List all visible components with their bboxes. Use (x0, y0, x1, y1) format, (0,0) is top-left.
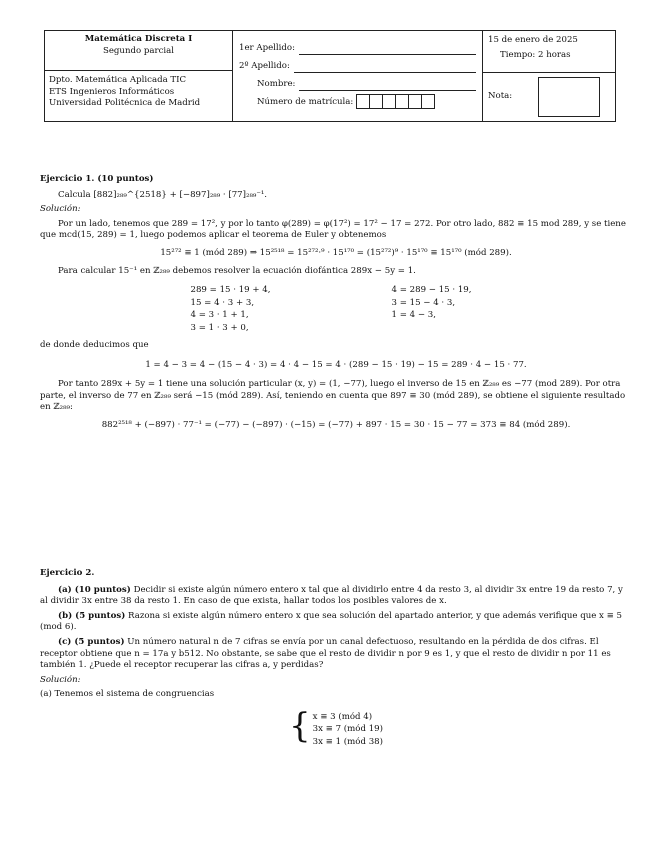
euclid-line: 4 = 3 · 1 + 1, (190, 310, 249, 321)
exam-date: 15 de enero de 2025 (488, 35, 578, 45)
id-boxes[interactable] (357, 94, 435, 109)
surname2-label: 2º Apellido: (239, 61, 290, 72)
ej1-statement: Calcula [882]₂₈₉^{2518} + [−897]₂₈₉ · [77]₂₈₉⁻¹. (58, 189, 268, 200)
exam-type: Segundo parcial (102, 45, 175, 56)
ej1-para-3: de donde deducimos que (40, 339, 149, 350)
euclid-divisions (191, 284, 271, 334)
ej1-solution-label: Solución: (40, 204, 81, 215)
exam-header (44, 30, 616, 122)
exam-time: Tiempo: 2 horas (500, 49, 571, 60)
grade-box (538, 77, 600, 117)
ej1-equation-3: 882²⁵¹⁸ + (−897) · 77⁻¹ = (−77) − (−897) · (−15) = (−77) + 897 · 15 = 30 · 15 − 77 = 373 ≡ 84 (mód 289). (101, 419, 571, 430)
university: Universidad Politécnica de Madrid (49, 98, 201, 109)
congruence-line: 3x ≡ 7 (mód 19) (312, 724, 383, 735)
name-field[interactable] (299, 80, 476, 91)
euclid-line: 15 = 4 · 3 + 3, (190, 297, 255, 308)
ej2-part-b (40, 611, 632, 634)
euclid-line: 289 = 15 · 19 + 4, (190, 285, 271, 296)
school: ETS Ingenieros Informáticos (49, 86, 175, 97)
ej1-para-1: Por un lado, tenemos que 289 = 17², y por lo tanto φ(289) = φ(17²) = 17² − 17 = 272. Por otro lado, 882 ≡ 15 mod 289, y se tiene que mcd(15, 289) = 1, luego podemos aplicar el teorema de Euler y obtenemos (40, 218, 626, 241)
student-fields (233, 31, 483, 121)
remainder-line: 1 = 4 − 3, (391, 310, 436, 321)
exam-meta (483, 31, 615, 121)
euclid-columns (40, 284, 632, 334)
ej2-part-a (40, 585, 632, 608)
part-a-text: Decidir si existe algún número entero x tal que al dividirlo entre 4 da resto 3, al dividir 3x entre 19 da resto 7, y al dividir 3x entre 38 da resto 1. En caso de que exista, hallar todos los posibles valores de x. (40, 584, 623, 607)
ej2-part-c (40, 637, 632, 672)
ej1-para-2: Para calcular 15⁻¹ en ℤ₂₈₉ debemos resolver la ecuación diofántica 289x − 5y = 1. (58, 265, 416, 276)
course-title: Matemática Discreta I (84, 34, 193, 44)
euclid-line: 3 = 1 · 3 + 0, (190, 322, 249, 333)
ej2-solution-label: Solución: (40, 674, 81, 685)
congruence-line: 3x ≡ 1 (mód 38) (312, 736, 383, 747)
exercise-2 (40, 568, 632, 748)
department: Dpto. Matemática Aplicada TIC (49, 75, 187, 85)
id-label: Número de matrícula: (257, 97, 354, 108)
ej1-para-4: Por tanto 289x + 5y = 1 tiene una solución particular (x, y) = (1, −77), luego el inverso de 15 en ℤ₂₈₉ es −77 (mod 289). Por otra parte, el inverso de 77 en ℤ₂₈₉ será −15 (mód 289). Así, teniendo en cuenta que 897 ≡ 30 (mód 289), se obtiene el siguiente resultado en ℤ₂₈₉: (40, 379, 626, 413)
remainder-line: 4 = 289 − 15 · 19, (391, 285, 472, 296)
ej1-equation-2: 1 = 4 − 3 = 4 − (15 − 4 · 3) = 4 · 4 − 15 = 4 · (289 − 15 · 19) − 15 = 289 · 4 − 15 · 77. (145, 359, 527, 370)
ej2-title: Ejercicio 2. (40, 568, 95, 578)
surname1-label: 1er Apellido: (239, 43, 296, 54)
name-label: Nombre: (257, 79, 296, 90)
course-info (45, 31, 233, 121)
ej2-sol-a-intro: (a) Tenemos el sistema de congruencias (40, 689, 215, 700)
part-c-text: Un número natural n de 7 cifras se envía por un canal defectuoso, resultando en la pérdida de dos cifras. El receptor obtiene que n = 17a y b512. No obstante, se sabe que el resto de dividir n por 9 es 1, y que el resto de dividir n por 11 es también 1. ¿Puede el receptor recuperar las cifras a, y perdidas? (40, 636, 611, 671)
exercise-1 (40, 174, 632, 432)
remainder-line: 3 = 15 − 4 · 3, (391, 297, 456, 308)
ej1-title: Ejercicio 1. (10 puntos) (40, 174, 154, 184)
grade-label: Nota: (488, 91, 513, 102)
part-b-heading: (b) (5 puntos) (58, 610, 126, 621)
euclid-remainders (392, 284, 472, 334)
part-a-heading: (a) (10 puntos) (58, 584, 131, 595)
surname1-field[interactable] (299, 44, 476, 55)
left-brace: { (288, 705, 311, 746)
part-c-heading: (c) (5 puntos) (58, 636, 125, 647)
congruence-system (40, 705, 632, 748)
part-b-text: Razona si existe algún número entero x que sea solución del apartado anterior, y que además verifique que x ≡ 5 (mod 6). (40, 610, 623, 633)
ej1-equation-1: 15²⁷² ≡ 1 (mód 289) ⇒ 15²⁵¹⁸ = 15²⁷²·⁹ · 15¹⁷⁰ = (15²⁷²)⁹ · 15¹⁷⁰ ≡ 15¹⁷⁰ (mód 289). (160, 247, 512, 258)
congruence-line: x ≡ 3 (mód 4) (312, 711, 373, 722)
surname2-field[interactable] (294, 62, 476, 73)
